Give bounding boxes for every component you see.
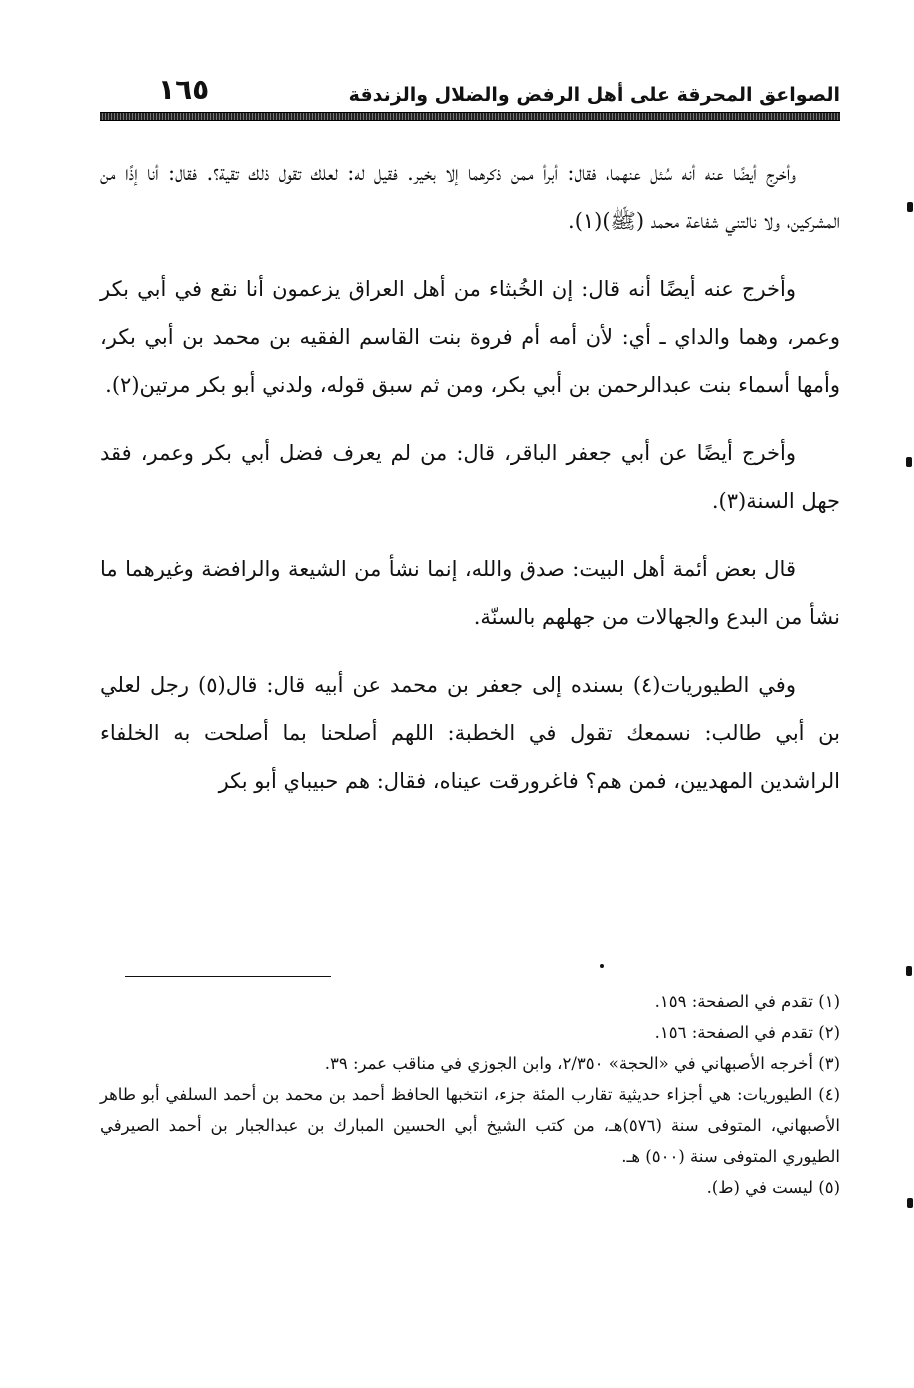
page-number: ١٦٥ bbox=[158, 73, 210, 106]
continuation-dot bbox=[600, 964, 604, 968]
margin-mark bbox=[906, 966, 912, 976]
paragraph-text: وأخرج أيضًا عنه أنه سُئل عنهما، فقال: أبرأ ممن ذكرهما إلا بخير. فقيل له: لعلك تقول ذلك تقية؟. فقال: أنا إذًا من المشركين، ولا نالتني شفاعة محمد (ﷺ)(١). bbox=[100, 161, 840, 233]
paragraph-text: وأخرج أيضًا عن أبي جعفر الباقر، قال: من لم يعرف فضل أبي بكر وعمر، فقد جهل السنة(٣). bbox=[100, 441, 840, 513]
paragraph-text: قال بعض أئمة أهل البيت: صدق والله، إنما نشأ من الشيعة والرافضة وغيرهما ما نشأ من البدع والجهالات من جهلهم بالسنّة. bbox=[100, 557, 840, 629]
main-text bbox=[100, 149, 840, 805]
margin-mark bbox=[906, 457, 912, 467]
page bbox=[100, 56, 840, 825]
paragraph-1 bbox=[100, 149, 840, 245]
paragraph-text: وفي الطيوريات(٤) بسنده إلى جعفر بن محمد عن أبيه قال: قال(٥) رجل لعلي بن أبي طالب: نسمعك تقول في الخطبة: اللهم أصلحنا بما أصلحت به الخلفاء الراشدين المهديين، فمن هم؟ فاغرورقت عيناه، فقال: هم حبيباي أبو بكر bbox=[100, 673, 840, 793]
margin-mark bbox=[907, 202, 913, 212]
running-title: الصواعق المحرقة على أهل الرفض والضلال والزندقة bbox=[348, 84, 840, 106]
page-header bbox=[100, 56, 840, 106]
footnote-separator bbox=[125, 976, 331, 977]
paragraph-3 bbox=[100, 429, 840, 525]
paragraph-5 bbox=[100, 661, 840, 805]
footnote-3: (٣) أخرجه الأصبهاني في «الحجة» ٢/٣٥٠، وابن الجوزي في مناقب عمر: ٣٩. bbox=[324, 1054, 840, 1073]
footnote-5: (٥) ليست في (ط). bbox=[706, 1178, 840, 1197]
footnote-1: (١) تقدم في الصفحة: ١٥٩. bbox=[654, 992, 840, 1011]
paragraph-2 bbox=[100, 265, 840, 409]
footnote-4: (٤) الطيوريات: هي أجزاء حديثية تقارب المئة جزء، انتخبها الحافظ أحمد بن محمد بن أحمد السلفي أبو طاهر الأصبهاني، المتوفى سنة (٥٧٦)هـ، من كتب الشيخ أبي الحسين المبارك بن عبدالجبار بن أحمد الصيرفي الطيوري المتوفى سنة (٥٠٠) هـ. bbox=[100, 1085, 840, 1166]
paragraph-4 bbox=[100, 545, 840, 641]
margin-mark bbox=[907, 1198, 913, 1208]
paragraph-text: وأخرج عنه أيضًا أنه قال: إن الخُبثاء من أهل العراق يزعمون أنا نقع في أبي بكر وعمر، وهما والداي ـ أي: لأن أمه أم فروة بنت القاسم الفقيه بن محمد بن أبي بكر، وأمها أسماء بنت عبدالرحمن بن أبي بكر، ومن ثم سبق قوله، ولدني أبو بكر مرتين(٢). bbox=[100, 277, 840, 397]
footnotes bbox=[100, 986, 840, 1203]
header-rule bbox=[100, 112, 840, 121]
footnote-2: (٢) تقدم في الصفحة: ١٥٦. bbox=[654, 1023, 840, 1042]
